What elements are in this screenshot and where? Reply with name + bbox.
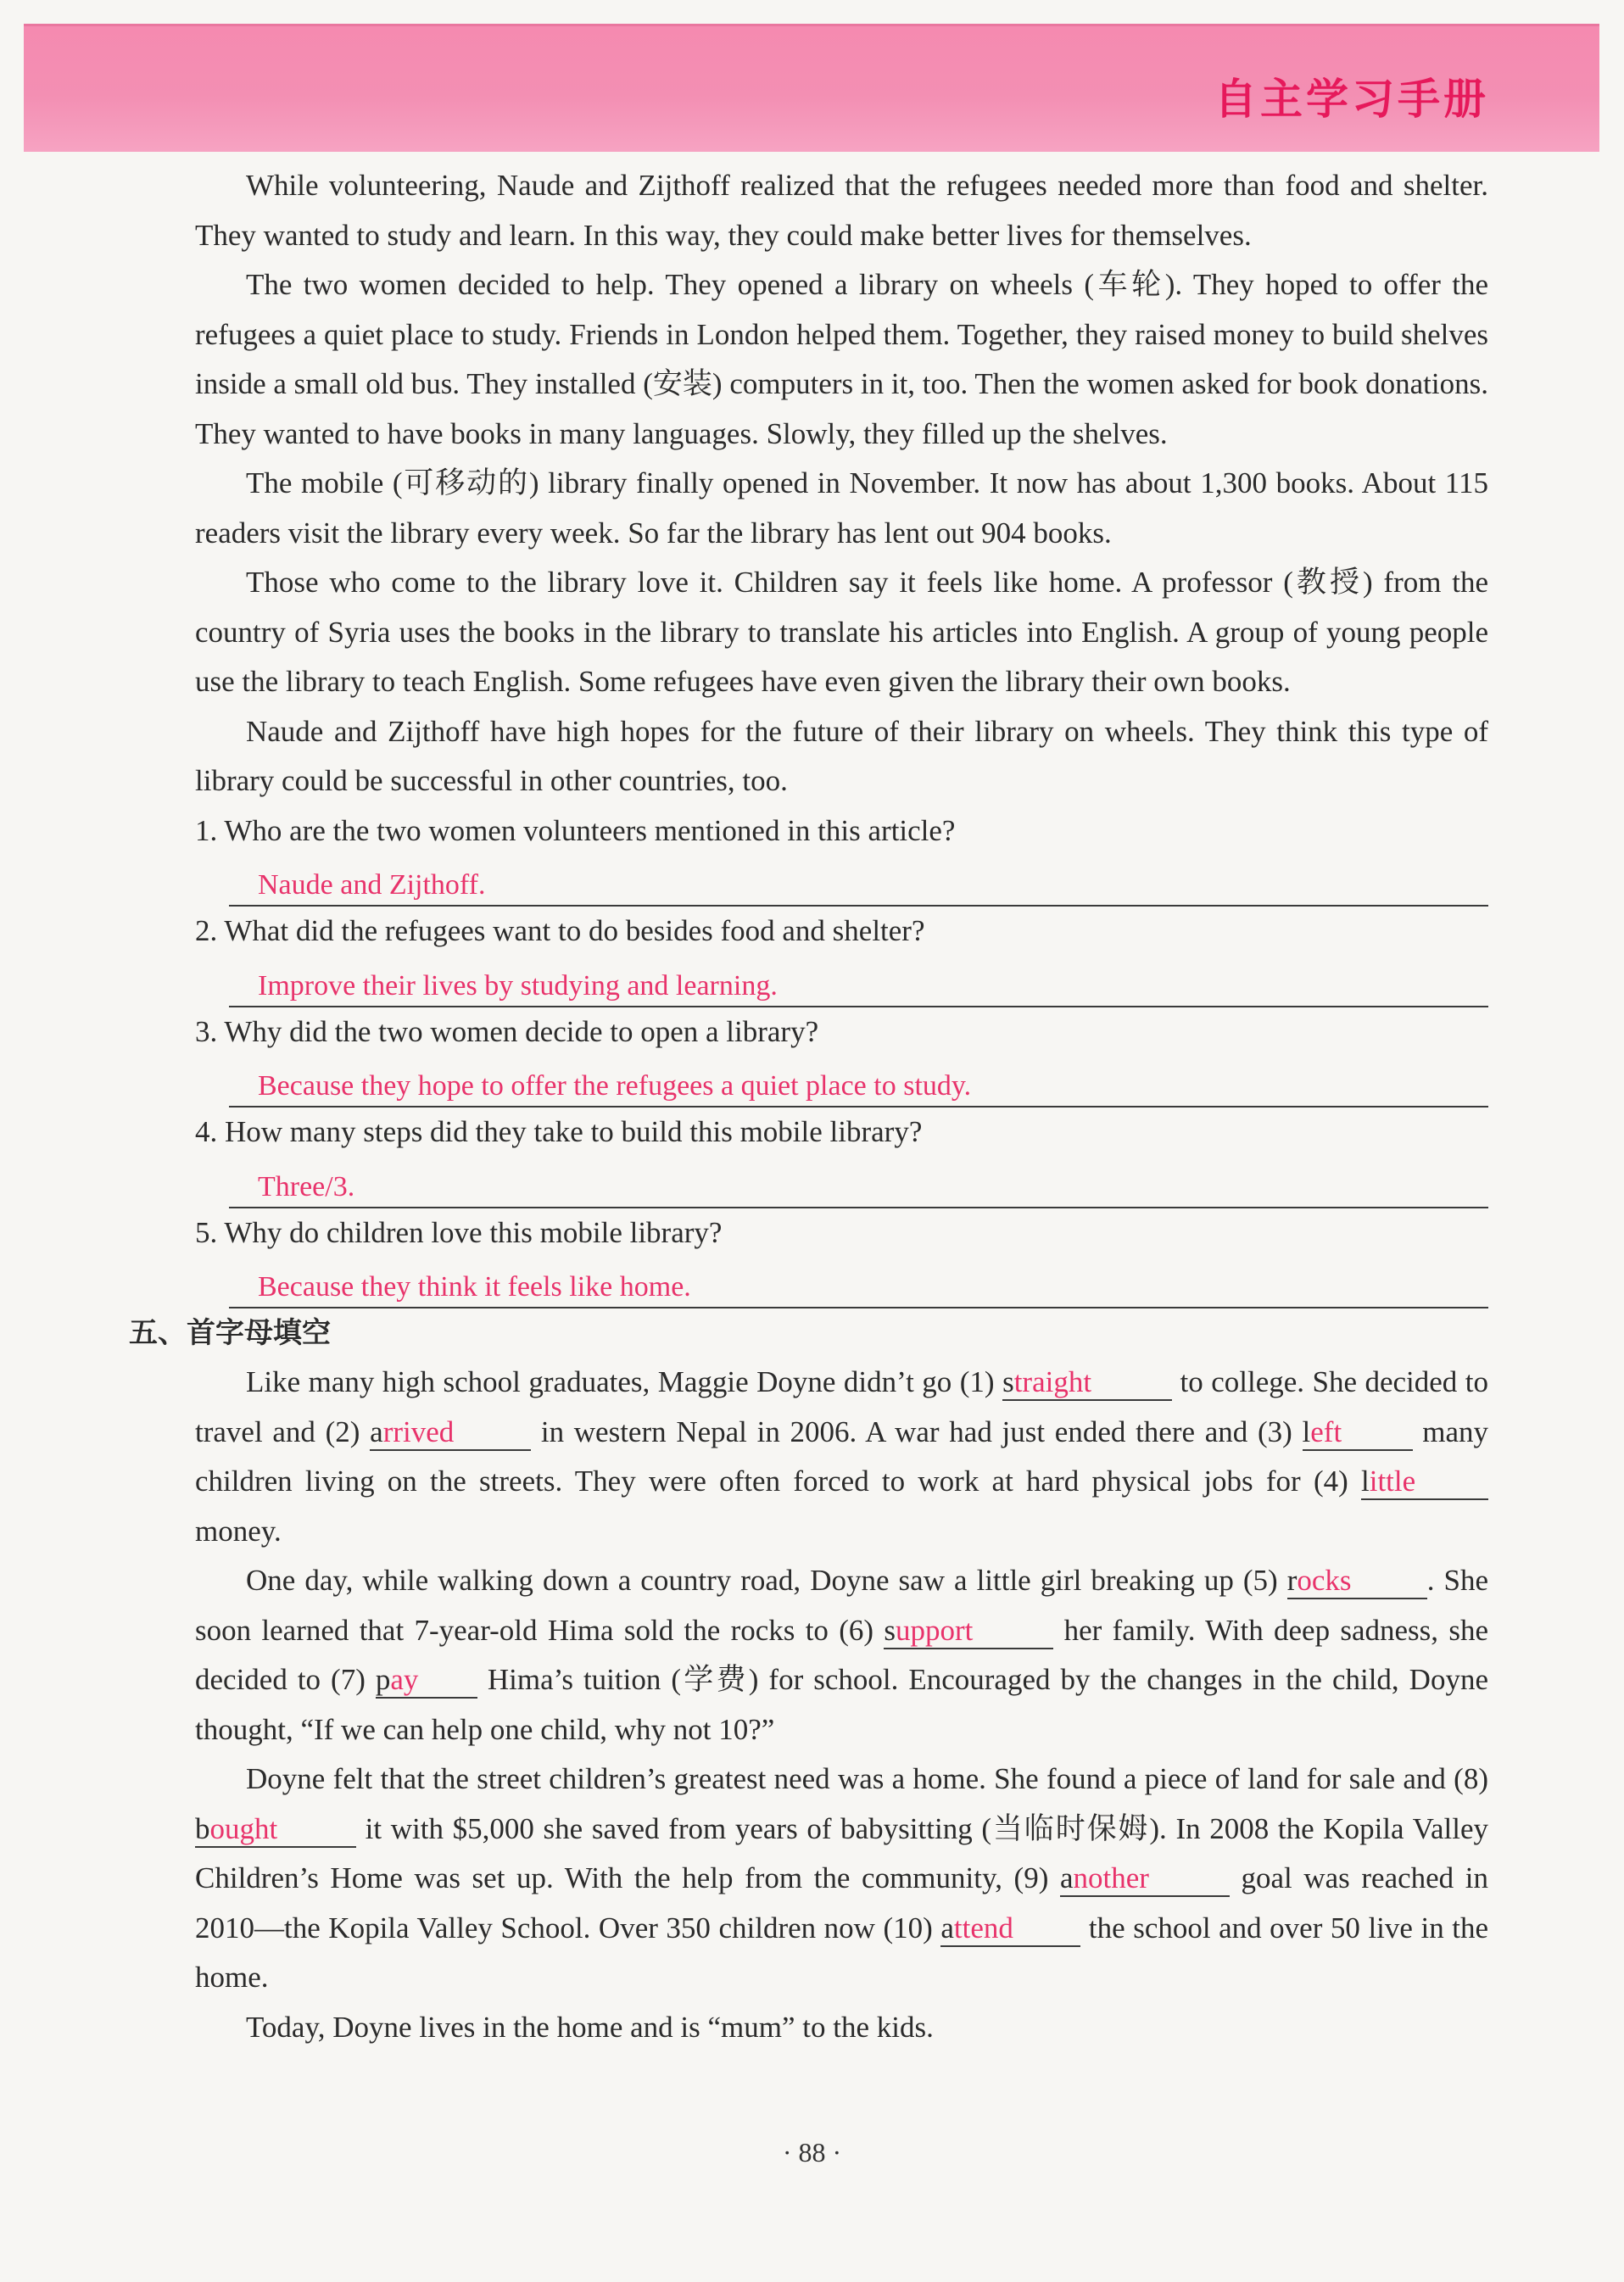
question-text: 1. Who are the two women volunteers mentioned in this article? <box>195 813 956 847</box>
header-band <box>24 24 1599 152</box>
answer-text: Three/3. <box>258 1170 355 1202</box>
paragraph: While volunteering, Naude and Zijthoff realized that the refugees needed more than food and shelter. They wanted to study and learn. In this way, they could make better lives for themselves. <box>195 169 1488 252</box>
question-text: 4. How many steps did they take to build this mobile library? <box>195 1115 923 1148</box>
answer-text: Because they hope to offer the refugees a quiet place to study. <box>258 1070 972 1102</box>
blank-7[interactable]: pay <box>376 1663 477 1699</box>
paragraph: The two women decided to help. They opened a library on wheels (车轮). They hoped to offer the refugees a quiet place to study. Friends in London helped them. Together, they raised money to build shelves inside a small old bus. They installed (安装) computers in it, too. Then the women asked for book donations. They wanted to have books in many languages. Slowly, they filled up the shelves. <box>195 268 1488 450</box>
answer-line[interactable] <box>229 1258 1488 1308</box>
blank-1[interactable]: straight <box>1002 1365 1172 1401</box>
question <box>195 1208 1488 1309</box>
page-number: · 88 · <box>782 2137 842 2168</box>
answer-line[interactable] <box>229 856 1488 907</box>
question <box>195 907 1488 1007</box>
question-text: 5. Why do children love this mobile library? <box>195 1215 723 1249</box>
question-text: 3. Why did the two women decide to open a library? <box>195 1014 819 1048</box>
answer-line[interactable] <box>229 1158 1488 1208</box>
section-title: 五、首字母填空 <box>129 1316 331 1350</box>
blank-9[interactable]: another <box>1060 1861 1230 1897</box>
question <box>195 1007 1488 1108</box>
page-content <box>129 161 1488 2052</box>
blank-4[interactable]: little <box>1361 1465 1488 1500</box>
cloze-paragraph: Doyne felt that the street children’s greatest need was a home. She found a piece of land for sale and (8) bought it with $5,000 she saved from years of babysitting (当临时保姆). In 2008 the Kopila Valley Children’s Home was set up. With the help from the community, (9) another goal was reached in 2010—the Kopila Valley School. Over 350 children now (10) attend the school and over 50 live in the home. <box>195 1762 1488 1994</box>
paragraph: Naude and Zijthoff have high hopes for the future of their library on wheels. They think this type of library could be successful in other countries, too. <box>195 714 1488 797</box>
answer-text: Naude and Zijthoff. <box>258 869 486 901</box>
cloze-paragraph: Like many high school graduates, Maggie Doyne didn’t go (1) straight to college. She decided to travel and (2) arrived in western Nepal in 2006. A war had just ended there and (3) left many children living on the streets. They were often forced to work at hard physical jobs for (4) little money. <box>195 1365 1488 1548</box>
blank-10[interactable]: attend <box>940 1911 1080 1947</box>
header-title: 自主学习手册 <box>1214 75 1489 124</box>
cloze-paragraph: One day, while walking down a country road, Doyne saw a little girl breaking up (5) rocks . She soon learned that 7-year-old Hima sold the rocks to (6) support her family. With deep sadness, she decided to (7) pay Hima’s tuition (学费) for school. Encouraged by the changes in the child, Doyne thought, “If we can help one child, why not 10?” <box>195 1564 1488 1746</box>
answer-line[interactable] <box>229 957 1488 1007</box>
paragraph: Those who come to the library love it. Children say it feels like home. A professor (教授) from the country of Syria uses the books in the library to translate his articles into English. A group of young people use the library to teach English. Some refugees have even given the library their own books. <box>195 566 1488 698</box>
paragraph: Today, Doyne lives in the home and is “mum” to the kids. <box>246 2010 934 2044</box>
question <box>195 806 1488 907</box>
blank-3[interactable]: left <box>1303 1415 1413 1451</box>
answer-text: Because they think it feels like home. <box>258 1271 691 1303</box>
paragraph: The mobile (可移动的) library finally opened in November. It now has about 1,300 books. About 115 readers visit the library every week. So far the library has lent out 904 books. <box>195 466 1488 550</box>
question-text: 2. What did the refugees want to do besides food and shelter? <box>195 914 925 947</box>
answer-line[interactable] <box>229 1057 1488 1108</box>
blank-6[interactable]: support <box>884 1614 1053 1649</box>
question <box>195 1108 1488 1208</box>
blank-2[interactable]: arrived <box>370 1415 531 1451</box>
blank-8[interactable]: bought <box>195 1812 356 1848</box>
blank-5[interactable]: rocks <box>1287 1564 1427 1599</box>
answer-text: Improve their lives by studying and learning. <box>258 969 778 1002</box>
